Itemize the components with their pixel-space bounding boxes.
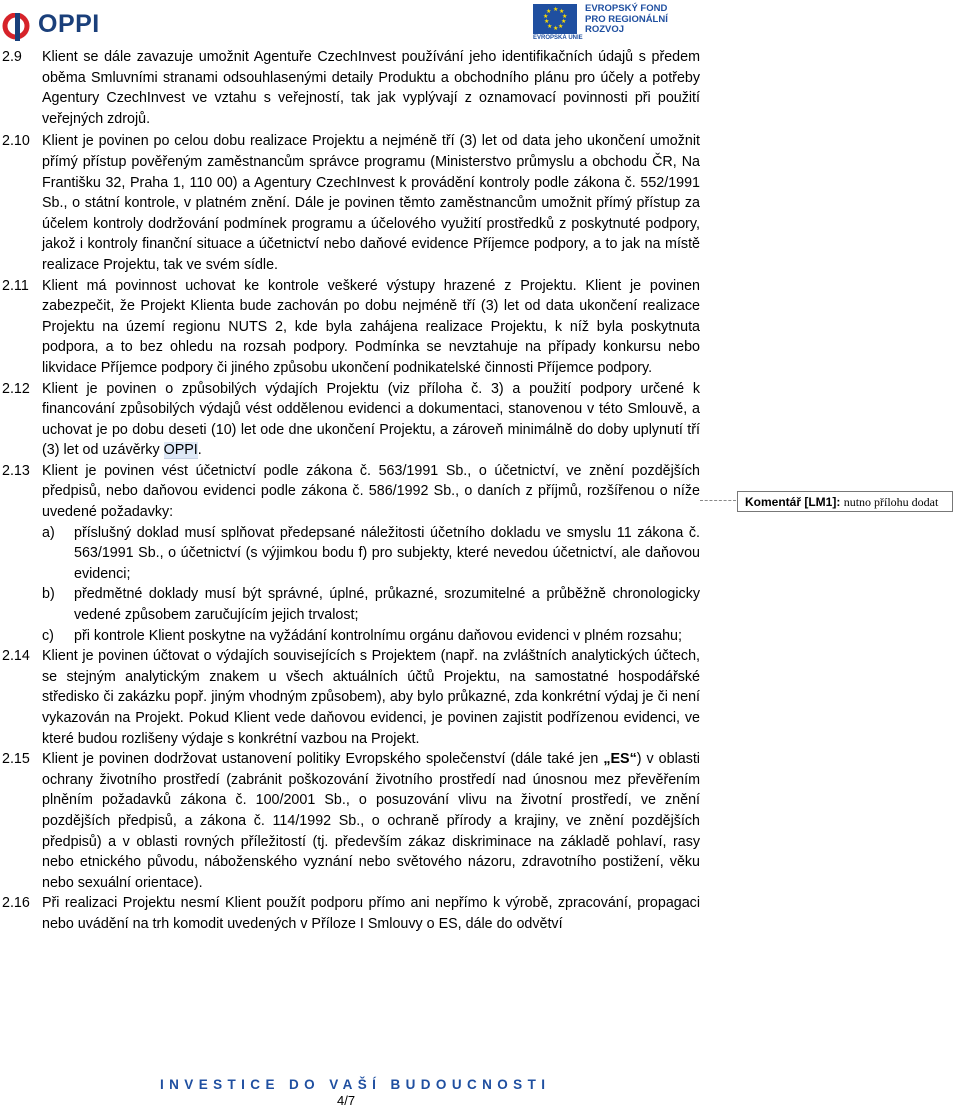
footer-slogan: INVESTICE DO VAŠÍ BUDOUCNOSTI xyxy=(160,1077,551,1092)
oppi-logo xyxy=(2,4,100,44)
clause-text: Klient má povinnost uchovat ke kontrole veškeré výstupy hrazené z Projektu. Klient je povinen zabezpečit, že Projekt Klienta bude zachován po dobu nejméně tří (3) let od data ukončení realizace Projektu na území regionu NUTS 2, kde byla zahájena realizace Projektu, k níž byla poskytnuta podpora, a to bez ohledu na rozsah podpory. Podmínka se nevztahuje na případy konkursu nebo likvidace Příjemce podpory či jiného způsobu ukončení podnikatelské činnosti Příjemce podpory. xyxy=(42,277,700,376)
comment-balloon[interactable] xyxy=(737,491,953,512)
eu-fund-line: PRO REGIONÁLNÍ xyxy=(585,13,668,25)
clause-text: Klient je povinen po celou dobu realizace Projektu a nejméně tří (3) let od data jeho ukončení umožnit přímý přístup pověřeným zaměstnancům správce programu (Ministerstvo průmyslu a obchodu ČR, Na Františku 32, Praha 1, 110 00) a Agentury CzechInvest k provádění kontroly podle zákona č. 552/1991 Sb., o státní kontrole, v platném znění. Dále je povinen těmto zaměstnancům umožnit přímý přístup za účelem kontroly dodržování podmínek programu a účelového využití prostředků z poskytnuté podpory, jakož i kontroly finanční situace a účetnictví nebo daňové evidence Příjemce podpory, a to jak na místě realizace Projektu, tak ve svém sídle. xyxy=(42,133,700,273)
clause-text: Klient se dále zavazuje umožnit Agentuře CzechInvest používání jeho identifikačních údajů s předem oběma Smluvními stranami odsouhlasenými detaily Produktu a obchodního plánu pro účely a potřeby Agentury CzechInvest ve vztahu s veřejností, tak jak vyplývají z oznamovací povinnosti při použití veřejných zdrojů. xyxy=(42,49,700,127)
clause-2-11 xyxy=(0,276,700,379)
document-body xyxy=(0,47,700,935)
clause-number: 2.9 xyxy=(2,49,22,65)
clause-number: 2.16 xyxy=(2,895,30,912)
svg-text:★: ★ xyxy=(562,13,568,20)
svg-text:★: ★ xyxy=(546,8,552,15)
comment-text: nutno přílohu dodat xyxy=(843,495,939,509)
eu-fund-line: EVROPSKÝ FOND xyxy=(585,3,668,14)
clause-2-13-item-c xyxy=(0,626,700,647)
clause-text-continued: ) v oblasti ochrany životního prostředí (zabránit poškozování životního prostředí nad únosnou mez převěřením plněním požadavků zákona č. 100/2001 Sb., o posuzování vlivu na životní prostředí, ve znění pozdějších předpisů, a zákona č. 114/1992 Sb., o ochraně přírody a krajiny, ve znění pozdějších předpisů) a v oblasti rovných příležitostí (tj. především zákaz diskriminace na základě pohlaví, rasy nebo etnického původu, náboženského vyznání nebo světového názoru, zdravotního postižení, věku nebo sexuální orientace). xyxy=(42,751,700,891)
eu-fund-logo xyxy=(533,3,668,41)
svg-text:★: ★ xyxy=(559,8,565,15)
clause-2-15 xyxy=(0,749,700,893)
comment-label: Komentář [LM1]: xyxy=(745,495,841,509)
comment-connector-line xyxy=(700,500,736,502)
clause-2-12 xyxy=(0,379,700,461)
svg-text:★: ★ xyxy=(553,25,559,32)
svg-text:★: ★ xyxy=(553,6,559,13)
item-letter: b) xyxy=(42,586,55,603)
clause-2-10 xyxy=(0,131,700,275)
commented-text-highlight[interactable]: OPPI xyxy=(163,442,198,459)
clause-text: Při realizaci Projektu nesmí Klient použít podporu přímo ani nepřímo k výrobě, zpracování, propagaci nebo uvádění na trh komodit uvedených v Příloze I Smlouvy o ES, dále do odvětví xyxy=(42,895,700,932)
oppi-logo-mark-icon xyxy=(2,9,32,39)
clause-text: Klient je povinen dodržovat ustanovení politiky Evropského společenství (dále také jen xyxy=(42,751,604,768)
clause-2-9 xyxy=(0,47,700,129)
clause-text: Klient je povinen účtovat o výdajích souvisejících s Projektem (např. na zvláštních analytických účtech, se stejným analytickým znakem u všech aktuálních účtů Projektu, na samostatné hospodářské středisko či zakázku popř. jiným vhodným způsobem), aby bylo průkazné, zda konkrétní výdaj je či není vykazován na Projekt. Pokud Klient vede daňovou evidenci, je povinen zajistit podřízenou evidenci, ve které budou rozlišeny výdaje s konkrétní vazbou na Projekt. xyxy=(42,648,700,747)
clause-2-13-item-a xyxy=(0,523,700,585)
svg-text:★: ★ xyxy=(547,23,553,30)
item-letter: c) xyxy=(42,627,54,644)
eu-fund-text xyxy=(585,4,668,36)
item-text: předmětné doklady musí být správné, úplné, průkazné, srozumitelné a průběžně chronologicky vedené způsobem zaručujícím jejich trvalost; xyxy=(74,586,700,624)
clause-text: Klient je povinen vést účetnictví podle zákona č. 563/1991 Sb., o účetnictví, ve znění pozdějších předpisů, nebo daňovou evidenci podle zákona č. 586/1992 Sb., o daních z příjmů, rozšířenou o níže uvedené požadavky: xyxy=(42,462,700,521)
svg-text:★: ★ xyxy=(561,18,567,25)
item-letter: a) xyxy=(42,524,55,541)
clause-2-14 xyxy=(0,646,700,749)
clause-2-13-item-b xyxy=(0,584,700,625)
page-number: 4/7 xyxy=(337,1093,356,1108)
clause-number: 2.10 xyxy=(2,133,30,150)
oppi-logo-text: OPPI xyxy=(38,9,100,38)
item-text: při kontrole Klient poskytne na vyžádání kontrolnímu orgánu daňovou evidenci v plném rozsahu; xyxy=(74,627,682,644)
svg-text:★: ★ xyxy=(543,13,549,20)
eu-flag-icon xyxy=(533,4,583,41)
clause-text: Klient je povinen o způsobilých výdajích Projektu (viz příloha č. 3) a použití podpory určené k financování způsobilých výdajů vést oddělenou evidenci a dokumentaci, stanovenou v této Smlouvě, a uchovat je po dobu deseti (10) let ode dne ukončení Projektu, a zároveň minimálně do doby uplynutí tří (3) let od uzávěrky xyxy=(42,380,700,459)
es-abbreviation: „ES“ xyxy=(603,751,637,768)
clause-2-16 xyxy=(0,893,700,934)
eu-caption: EVROPSKÁ UNIE xyxy=(533,35,583,41)
svg-text:★: ★ xyxy=(558,23,564,30)
clause-text-tail: . xyxy=(197,442,202,459)
svg-text:★: ★ xyxy=(544,18,550,25)
clause-number: 2.11 xyxy=(2,277,29,294)
item-text: příslušný doklad musí splňovat předepsané náležitosti účetního dokladu ve smyslu 11 zákona č. 563/1991 Sb., o účetnictví (s výjimkou bodu f) pro subjekty, které nevedou účetnictví, ale daňovou evidenci; xyxy=(74,524,700,582)
clause-number: 2.12 xyxy=(2,380,30,397)
clause-2-13 xyxy=(0,461,700,523)
clause-number: 2.14 xyxy=(2,648,30,665)
clause-number: 2.15 xyxy=(2,751,30,768)
eu-fund-line: ROZVOJ xyxy=(585,24,625,35)
clause-number: 2.13 xyxy=(2,462,30,479)
